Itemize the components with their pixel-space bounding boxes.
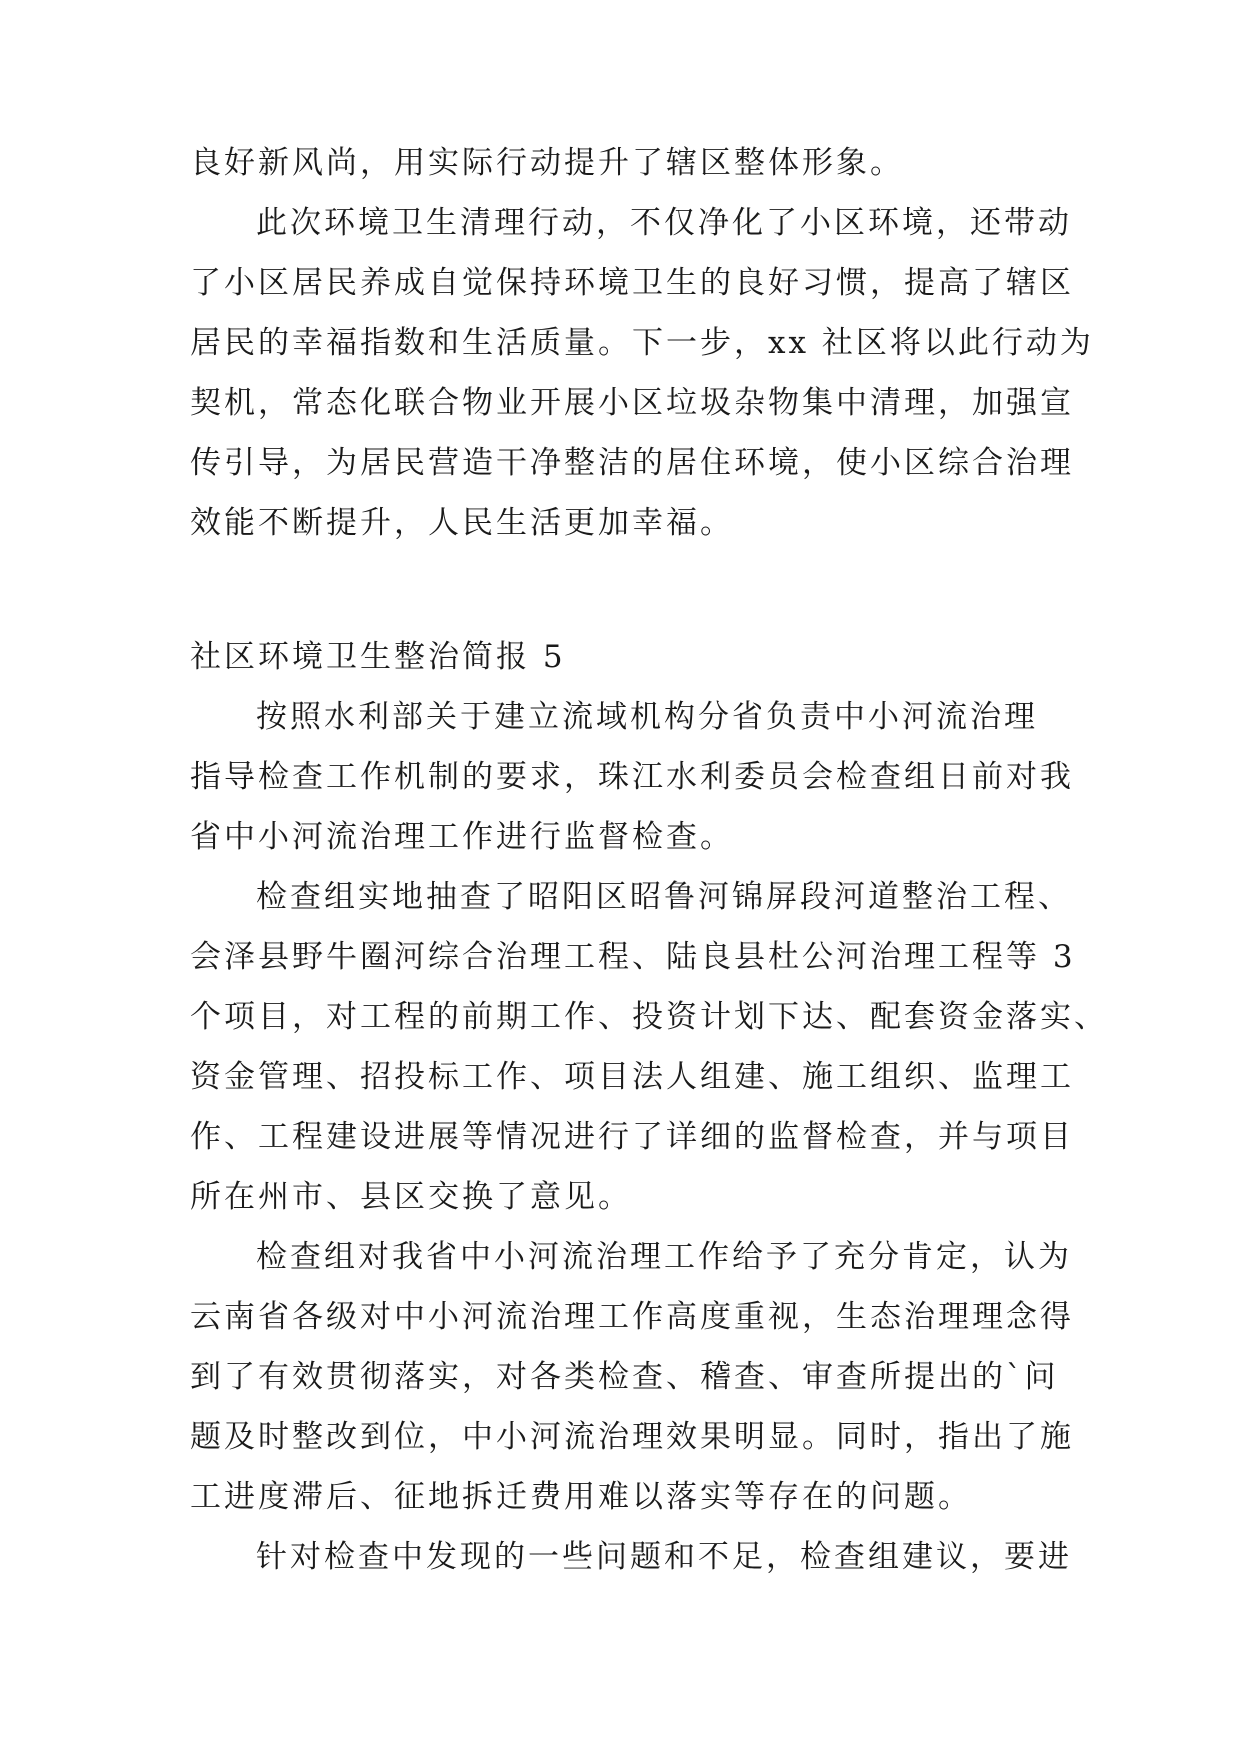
text-line: 了小区居民养成自觉保持环境卫生的良好习惯，提高了辖区 <box>190 265 1074 301</box>
text-line: 契机，常态化联合物业开展小区垃圾杂物集中清理，加强宣 <box>190 385 1074 421</box>
text-line: 省中小河流治理工作进行监督检查。 <box>190 819 734 855</box>
paragraph-inspection-intro <box>190 687 1074 867</box>
text-line: 良好新风尚，用实际行动提升了辖区整体形象。 <box>190 145 904 181</box>
section-title <box>190 627 1050 687</box>
paragraph-suggestions <box>190 1527 1072 1587</box>
section-heading: 社区环境卫生整治简报 5 <box>190 639 566 675</box>
paragraph-cleanup-result <box>190 193 1094 553</box>
text-line: 指导检查工作机制的要求，珠江水利委员会检查组日前对我 <box>190 759 1074 795</box>
text-line: 工进度滞后、征地拆迁费用难以落实等存在的问题。 <box>190 1479 972 1515</box>
text-line: 题及时整改到位，中小河流治理效果明显。同时，指出了施 <box>190 1419 1074 1455</box>
text-line: 居民的幸福指数和生活质量。下一步，xx 社区将以此行动为 <box>190 325 1094 361</box>
text-line: 此次环境卫生清理行动，不仅净化了小区环境，还带动 <box>256 205 1072 241</box>
text-line: 检查组实地抽查了昭阳区昭鲁河锦屏段河道整治工程、 <box>256 879 1072 915</box>
text-line: 个项目，对工程的前期工作、投资计划下达、配套资金落实、 <box>190 999 1108 1035</box>
text-line: 效能不断提升，人民生活更加幸福。 <box>190 505 734 541</box>
paragraph-inspection-findings <box>190 1227 1074 1527</box>
text-line: 作、工程建设进展等情况进行了详细的监督检查，并与项目 <box>190 1119 1074 1155</box>
paragraph-inspection-details <box>190 867 1108 1227</box>
text-line: 针对检查中发现的一些问题和不足，检查组建议，要进 <box>256 1539 1072 1575</box>
text-line: 资金管理、招投标工作、项目法人组建、施工组织、监理工 <box>190 1059 1074 1095</box>
text-line: 传引导，为居民营造干净整洁的居住环境，使小区综合治理 <box>190 445 1074 481</box>
text-line: 所在州市、县区交换了意见。 <box>190 1179 632 1215</box>
text-line: 会泽县野牛圈河综合治理工程、陆良县杜公河治理工程等 3 <box>190 939 1076 975</box>
text-line: 检查组对我省中小河流治理工作给予了充分肯定，认为 <box>256 1239 1072 1275</box>
text-line: 云南省各级对中小河流治理工作高度重视，生态治理理念得 <box>190 1299 1074 1335</box>
text-line: 到了有效贯彻落实，对各类检查、稽查、审查所提出的`问 <box>190 1359 1059 1395</box>
paragraph-continuation <box>190 133 1050 193</box>
text-line: 按照水利部关于建立流域机构分省负责中小河流治理 <box>256 699 1038 735</box>
